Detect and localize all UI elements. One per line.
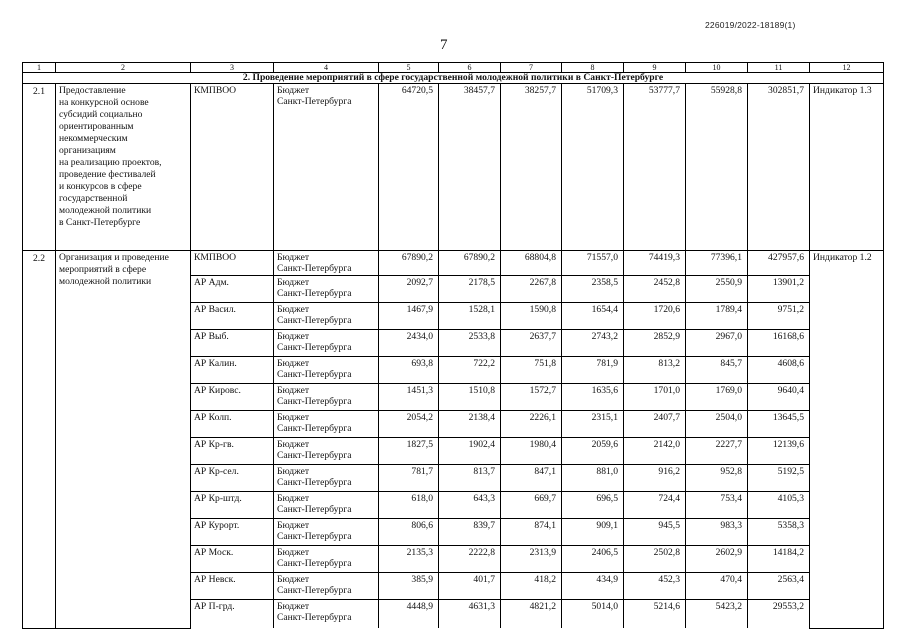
value-cell: 1769,0 (686, 384, 748, 411)
value-cell: 724,4 (624, 492, 686, 519)
text-line: ориентированным (59, 121, 134, 132)
funding-source (274, 438, 379, 465)
value-cell: 2602,9 (686, 546, 748, 573)
value-cell: 881,0 (562, 465, 624, 492)
executor-cell: АР Кр-сел. (191, 465, 274, 492)
text-line: Бюджет (277, 277, 310, 288)
value-cell: 2142,0 (624, 438, 686, 465)
funding-source (274, 600, 379, 629)
value-cell: 1827,5 (379, 438, 439, 465)
total-cell: 427957,6 (748, 251, 810, 276)
value-cell: 952,8 (686, 465, 748, 492)
value-cell: 722,2 (439, 357, 501, 384)
value-cell: 1654,4 (562, 303, 624, 330)
value-cell: 2406,5 (562, 546, 624, 573)
executor-cell: АР Кр-гв. (191, 438, 274, 465)
text-line: Бюджет (277, 331, 310, 342)
executor-cell: АР Адм. (191, 276, 274, 303)
text-line: проведение фестивалей (59, 169, 156, 180)
executor-cell: АР Кр-штд. (191, 492, 274, 519)
funding-source (274, 303, 379, 330)
column-number-row (23, 63, 884, 73)
value-cell: 1720,6 (624, 303, 686, 330)
value-cell: 2059,6 (562, 438, 624, 465)
value-cell: 4631,3 (439, 600, 501, 629)
value-cell: 2852,9 (624, 330, 686, 357)
text-line: Санкт-Петербурга (277, 369, 352, 380)
text-line: мероприятий в сфере (59, 264, 147, 275)
executor-cell: АР Кировс. (191, 384, 274, 411)
value-cell: 68804,8 (501, 251, 562, 276)
value-cell: 64720,5 (379, 84, 439, 251)
text-line: Предоставление (59, 85, 126, 96)
value-cell: 51709,3 (562, 84, 624, 251)
funding-source (274, 546, 379, 573)
text-line: Бюджет (277, 466, 310, 477)
executor-cell: КМПВОО (191, 84, 274, 251)
text-line: Санкт-Петербурга (277, 288, 352, 299)
value-cell: 751,8 (501, 357, 562, 384)
text-line: Бюджет (277, 547, 310, 558)
value-cell: 693,8 (379, 357, 439, 384)
indicator-cell: Индикатор 1.3 (810, 84, 884, 251)
text-line: государственной (59, 193, 128, 204)
column-number: 3 (191, 63, 274, 73)
value-cell: 38257,7 (501, 84, 562, 251)
value-cell: 2452,8 (624, 276, 686, 303)
value-cell: 38457,7 (439, 84, 501, 251)
value-cell: 53777,7 (624, 84, 686, 251)
value-cell: 2178,5 (439, 276, 501, 303)
executor-cell: АР Невск. (191, 573, 274, 600)
total-cell: 13901,2 (748, 276, 810, 303)
executor-cell: АР Выб. (191, 330, 274, 357)
value-cell: 2407,7 (624, 411, 686, 438)
column-number: 7 (501, 63, 562, 73)
document-number: 226019/2022-18189(1) (705, 20, 796, 30)
text-line: Санкт-Петербурга (277, 504, 352, 515)
total-cell: 29553,2 (748, 600, 810, 629)
column-number: 8 (562, 63, 624, 73)
text-line: молодежной политики (59, 205, 152, 216)
section-title: 2. Проведение мероприятий в сфере государственной молодежной политики в Санкт-Петербурге (23, 73, 884, 84)
value-cell: 1789,4 (686, 303, 748, 330)
value-cell: 67890,2 (439, 251, 501, 276)
text-line: Бюджет (277, 493, 310, 504)
total-cell: 9751,2 (748, 303, 810, 330)
text-line: Бюджет (277, 252, 310, 263)
column-number: 12 (810, 63, 884, 73)
text-line: Бюджет (277, 574, 310, 585)
total-cell: 13645,5 (748, 411, 810, 438)
text-line: Санкт-Петербурга (277, 558, 352, 569)
value-cell: 2502,8 (624, 546, 686, 573)
page-number: 7 (440, 37, 448, 53)
text-line: Санкт-Петербурга (277, 342, 352, 353)
total-cell: 2563,4 (748, 573, 810, 600)
executor-cell: АР Васил. (191, 303, 274, 330)
row-number: 2.2 (23, 251, 56, 629)
value-cell: 470,4 (686, 573, 748, 600)
executor-cell: АР Колп. (191, 411, 274, 438)
value-cell: 1572,7 (501, 384, 562, 411)
value-cell: 4448,9 (379, 600, 439, 629)
text-line: некоммерческим (59, 133, 128, 144)
text-line: Санкт-Петербурга (277, 477, 352, 488)
text-line: субсидий социально (59, 109, 143, 120)
column-number: 11 (748, 63, 810, 73)
value-cell: 77396,1 (686, 251, 748, 276)
value-cell: 1590,8 (501, 303, 562, 330)
value-cell: 5014,0 (562, 600, 624, 629)
text-line: организациям (59, 145, 116, 156)
value-cell: 916,2 (624, 465, 686, 492)
text-line: Бюджет (277, 601, 310, 612)
text-line: Санкт-Петербурга (277, 315, 352, 326)
text-line: Бюджет (277, 358, 310, 369)
value-cell: 2092,7 (379, 276, 439, 303)
text-line: Санкт-Петербурга (277, 450, 352, 461)
text-line: Санкт-Петербурга (277, 423, 352, 434)
value-cell: 781,7 (379, 465, 439, 492)
value-cell: 5214,6 (624, 600, 686, 629)
value-cell: 2222,8 (439, 546, 501, 573)
column-number: 10 (686, 63, 748, 73)
value-cell: 669,7 (501, 492, 562, 519)
total-cell: 5358,3 (748, 519, 810, 546)
funding-source (274, 251, 379, 276)
text-line: Санкт-Петербурга (277, 531, 352, 542)
value-cell: 1635,6 (562, 384, 624, 411)
value-cell: 418,2 (501, 573, 562, 600)
text-line: и конкурсов в сфере (59, 181, 142, 192)
value-cell: 2226,1 (501, 411, 562, 438)
total-cell: 12139,6 (748, 438, 810, 465)
value-cell: 643,3 (439, 492, 501, 519)
total-cell: 302851,7 (748, 84, 810, 251)
value-cell: 2637,7 (501, 330, 562, 357)
total-cell: 4105,3 (748, 492, 810, 519)
funding-source (274, 519, 379, 546)
value-cell: 2227,7 (686, 438, 748, 465)
measure-description (56, 251, 191, 629)
value-cell: 845,7 (686, 357, 748, 384)
value-cell: 781,9 (562, 357, 624, 384)
funding-source (274, 357, 379, 384)
value-cell: 2743,2 (562, 330, 624, 357)
column-number: 6 (439, 63, 501, 73)
value-cell: 1451,3 (379, 384, 439, 411)
value-cell: 2267,8 (501, 276, 562, 303)
value-cell: 4821,2 (501, 600, 562, 629)
value-cell: 5423,2 (686, 600, 748, 629)
text-line: на конкурсной основе (59, 97, 149, 108)
value-cell: 1902,4 (439, 438, 501, 465)
total-cell: 9640,4 (748, 384, 810, 411)
value-cell: 2313,9 (501, 546, 562, 573)
column-number: 5 (379, 63, 439, 73)
text-line: Бюджет (277, 520, 310, 531)
section-row (23, 73, 884, 84)
value-cell: 74419,3 (624, 251, 686, 276)
executor-cell: АР Моск. (191, 546, 274, 573)
total-cell: 16168,6 (748, 330, 810, 357)
value-cell: 2533,8 (439, 330, 501, 357)
funding-source (274, 573, 379, 600)
total-cell: 4608,6 (748, 357, 810, 384)
value-cell: 2504,0 (686, 411, 748, 438)
funding-source (274, 411, 379, 438)
value-cell: 2315,1 (562, 411, 624, 438)
text-line: молодежной политики (59, 276, 152, 287)
text-line: Санкт-Петербурга (277, 585, 352, 596)
value-cell: 1701,0 (624, 384, 686, 411)
value-cell: 806,6 (379, 519, 439, 546)
value-cell: 452,3 (624, 573, 686, 600)
text-line: Санкт-Петербурга (277, 612, 352, 623)
value-cell: 813,7 (439, 465, 501, 492)
value-cell: 55928,8 (686, 84, 748, 251)
value-cell: 945,5 (624, 519, 686, 546)
value-cell: 909,1 (562, 519, 624, 546)
value-cell: 1467,9 (379, 303, 439, 330)
text-line: Бюджет (277, 385, 310, 396)
table-row (23, 84, 884, 251)
value-cell: 983,3 (686, 519, 748, 546)
funding-source (274, 84, 379, 251)
value-cell: 813,2 (624, 357, 686, 384)
funding-source (274, 465, 379, 492)
budget-table (22, 62, 884, 629)
indicator-cell: Индикатор 1.2 (810, 251, 884, 629)
value-cell: 2967,0 (686, 330, 748, 357)
column-number: 2 (56, 63, 191, 73)
column-number: 9 (624, 63, 686, 73)
column-number: 4 (274, 63, 379, 73)
text-line: Санкт-Петербурга (277, 263, 352, 274)
text-line: Бюджет (277, 304, 310, 315)
executor-cell: АР Калин. (191, 357, 274, 384)
value-cell: 2138,4 (439, 411, 501, 438)
measure-description (56, 84, 191, 251)
value-cell: 385,9 (379, 573, 439, 600)
value-cell: 1980,4 (501, 438, 562, 465)
text-line: Санкт-Петербурга (277, 96, 352, 107)
value-cell: 618,0 (379, 492, 439, 519)
text-line: в Санкт-Петербурге (59, 217, 141, 228)
value-cell: 2358,5 (562, 276, 624, 303)
value-cell: 753,4 (686, 492, 748, 519)
value-cell: 2434,0 (379, 330, 439, 357)
executor-cell: АР П-грд. (191, 600, 274, 629)
text-line: Бюджет (277, 439, 310, 450)
value-cell: 71557,0 (562, 251, 624, 276)
value-cell: 2135,3 (379, 546, 439, 573)
value-cell: 1510,8 (439, 384, 501, 411)
value-cell: 434,9 (562, 573, 624, 600)
row-number: 2.1 (23, 84, 56, 251)
text-line: на реализацию проектов, (59, 157, 162, 168)
value-cell: 847,1 (501, 465, 562, 492)
value-cell: 67890,2 (379, 251, 439, 276)
text-line: Санкт-Петербурга (277, 396, 352, 407)
executor-cell: КМПВОО (191, 251, 274, 276)
executor-cell: АР Курорт. (191, 519, 274, 546)
value-cell: 874,1 (501, 519, 562, 546)
value-cell: 696,5 (562, 492, 624, 519)
funding-source (274, 384, 379, 411)
text-line: Организация и проведение (59, 252, 169, 263)
funding-source (274, 330, 379, 357)
column-number: 1 (23, 63, 56, 73)
value-cell: 839,7 (439, 519, 501, 546)
value-cell: 2054,2 (379, 411, 439, 438)
text-line: Бюджет (277, 85, 310, 96)
table-row (23, 251, 884, 276)
value-cell: 2550,9 (686, 276, 748, 303)
funding-source (274, 492, 379, 519)
total-cell: 14184,2 (748, 546, 810, 573)
value-cell: 401,7 (439, 573, 501, 600)
text-line: Бюджет (277, 412, 310, 423)
value-cell: 1528,1 (439, 303, 501, 330)
funding-source (274, 276, 379, 303)
total-cell: 5192,5 (748, 465, 810, 492)
